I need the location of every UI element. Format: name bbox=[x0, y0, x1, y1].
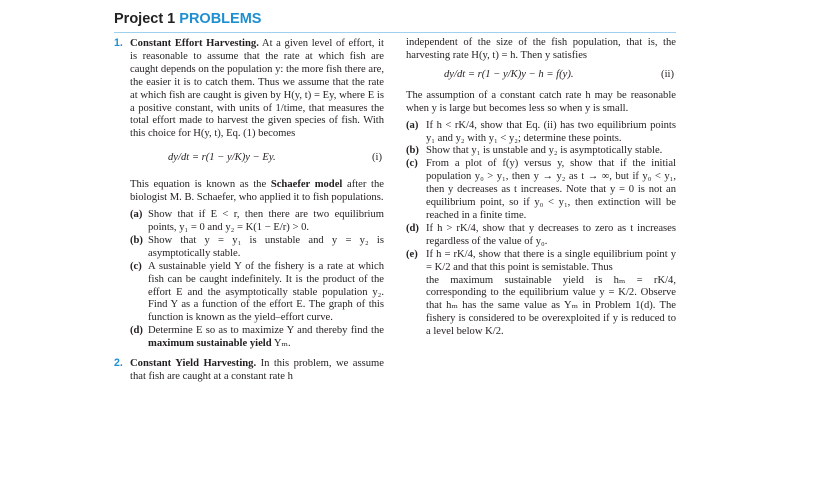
part-text-end: Yₘ. bbox=[273, 338, 291, 350]
problem-2-number: 2. bbox=[114, 357, 123, 370]
part-text: Show that y = y₁ is unstable and y = y₂ is asymptotically stable. bbox=[148, 234, 384, 259]
problem-2-part-a bbox=[406, 120, 676, 146]
left-column bbox=[114, 37, 384, 384]
part-label: (c) bbox=[130, 260, 142, 272]
equation-ii-tag: (ii) bbox=[661, 68, 674, 80]
part-label: (a) bbox=[130, 209, 143, 221]
part-text: If h < rK/4, show that Eq. (ii) has two equilibrium points y₁ and y₂ with y₁ < y₂; determine these points. bbox=[426, 119, 676, 144]
part-text: A sustainable yield Y of the fishery is a rate at which fish can be caught indefinitely. It is the product of the effort E and the asymptotically stable population y₂. Find Y as a function of the effort E. The graph of this function is known as the yield–effort curve. bbox=[148, 260, 384, 324]
part-text: Show that y₁ is unstable and y₂ is asymptotically stable. bbox=[426, 145, 663, 157]
max-sustainable-yield-term: maximum sustainable yield bbox=[148, 338, 272, 350]
problem-2-part-b bbox=[406, 145, 676, 158]
problem-2-continued: independent of the size of the fish population, that is, the harvesting rate H(y, t) = h. Then y satisfies bbox=[406, 37, 676, 61]
page-header bbox=[114, 11, 261, 27]
problem-1-part-d bbox=[114, 325, 384, 351]
header-prefix: Project 1 bbox=[114, 11, 176, 27]
problem-1-number: 1. bbox=[114, 37, 123, 49]
part-label: (e) bbox=[406, 248, 418, 260]
problem-1-part-a bbox=[114, 209, 384, 235]
schaefer-text-pre: This equation is known as the bbox=[130, 179, 267, 191]
part-label: (b) bbox=[406, 145, 419, 157]
part-text: Determine E so as to maximize Y and thereby find the bbox=[148, 325, 384, 337]
problem-1-intro bbox=[114, 37, 384, 141]
equation-ii-expression: dy/dt = r(1 − y/K)y − h = f(y). bbox=[444, 68, 574, 80]
problem-1-text: At a given level of effort, it is reasonable to assume that the rate at which fish are caught depends on the population y: the more fish there are, the easier it is to catch them. Thus we assume that the rate at which fish are caught is given by H(y, t) = Ey, where E is a positive constant, with units of 1/time, that measures the total effort made to harvest the given species of fish. With this choice for H(y, t), Eq. (1) becomes bbox=[130, 38, 384, 140]
part-text: Show that if E < r, then there are two equilibrium points, y₁ = 0 and y₂ = K(1 − E/r) > 0. bbox=[148, 209, 384, 233]
part-text: If h = rK/4, show that there is a single equilibrium point y = K/2 and that this point is semistable. Thus bbox=[426, 248, 676, 273]
problem-2-title: Constant Yield Harvesting. bbox=[130, 358, 257, 370]
schaefer-model-term: Schaefer model bbox=[270, 179, 343, 191]
problem-2-text: In this problem, we assume that fish are caught at a constant rate h bbox=[130, 358, 384, 382]
part-text: From a plot of f(y) versus y, show that if the initial population y₀ > y₁, then y → y₂ as t → ∞, but if y₀ < y₁, then y decreases as t increases. Note that y = 0 is not an equilibrium point, so if y₀ < y₁, then extinction will be reached in a finite time. bbox=[426, 158, 676, 221]
part-label: (d) bbox=[406, 222, 419, 234]
part-label: (d) bbox=[130, 325, 143, 337]
problem-2-part-d bbox=[406, 223, 676, 249]
header-rule bbox=[114, 32, 676, 33]
part-label: (b) bbox=[130, 234, 143, 246]
part-label: (c) bbox=[406, 158, 418, 170]
equation-ii bbox=[406, 69, 676, 83]
problem-1-part-c bbox=[114, 261, 384, 326]
problem-1-part-b bbox=[114, 235, 384, 261]
part-text: If h > rK/4, show that y decreases to zero as t increases regardless of the value of y₀. bbox=[426, 222, 676, 247]
problem-2-part-e bbox=[406, 249, 676, 275]
equation-i-tag: (i) bbox=[372, 152, 382, 164]
problem-2-intro bbox=[114, 357, 384, 384]
schaefer-paragraph bbox=[114, 179, 384, 205]
problem-2-part-e-continued: the maximum sustainable yield is hₘ = rK/4, corresponding to the equilibrium value y = K/2. Observe that hₘ has the same value as Yₘ in Problem 1(d). The fishery is considered to be overexploited if y is reduced to a level below K/2. bbox=[426, 274, 676, 338]
problem-1-title: Constant Effort Harvesting. bbox=[130, 38, 259, 49]
part-label: (a) bbox=[406, 119, 419, 131]
right-column bbox=[406, 37, 676, 339]
equation-i-expression: dy/dt = r(1 − y/K)y − Ey. bbox=[168, 152, 276, 164]
constant-catch-paragraph: The assumption of a constant catch rate h may be reasonable when y is large but becomes less so when y is small. bbox=[406, 89, 676, 114]
problem-2-part-c bbox=[406, 158, 676, 223]
equation-i bbox=[114, 152, 384, 166]
schaefer-text-post: after the biologist M. B. Schaefer, who applied it to fish populations. bbox=[130, 179, 384, 204]
header-title: PROBLEMS bbox=[179, 11, 262, 27]
